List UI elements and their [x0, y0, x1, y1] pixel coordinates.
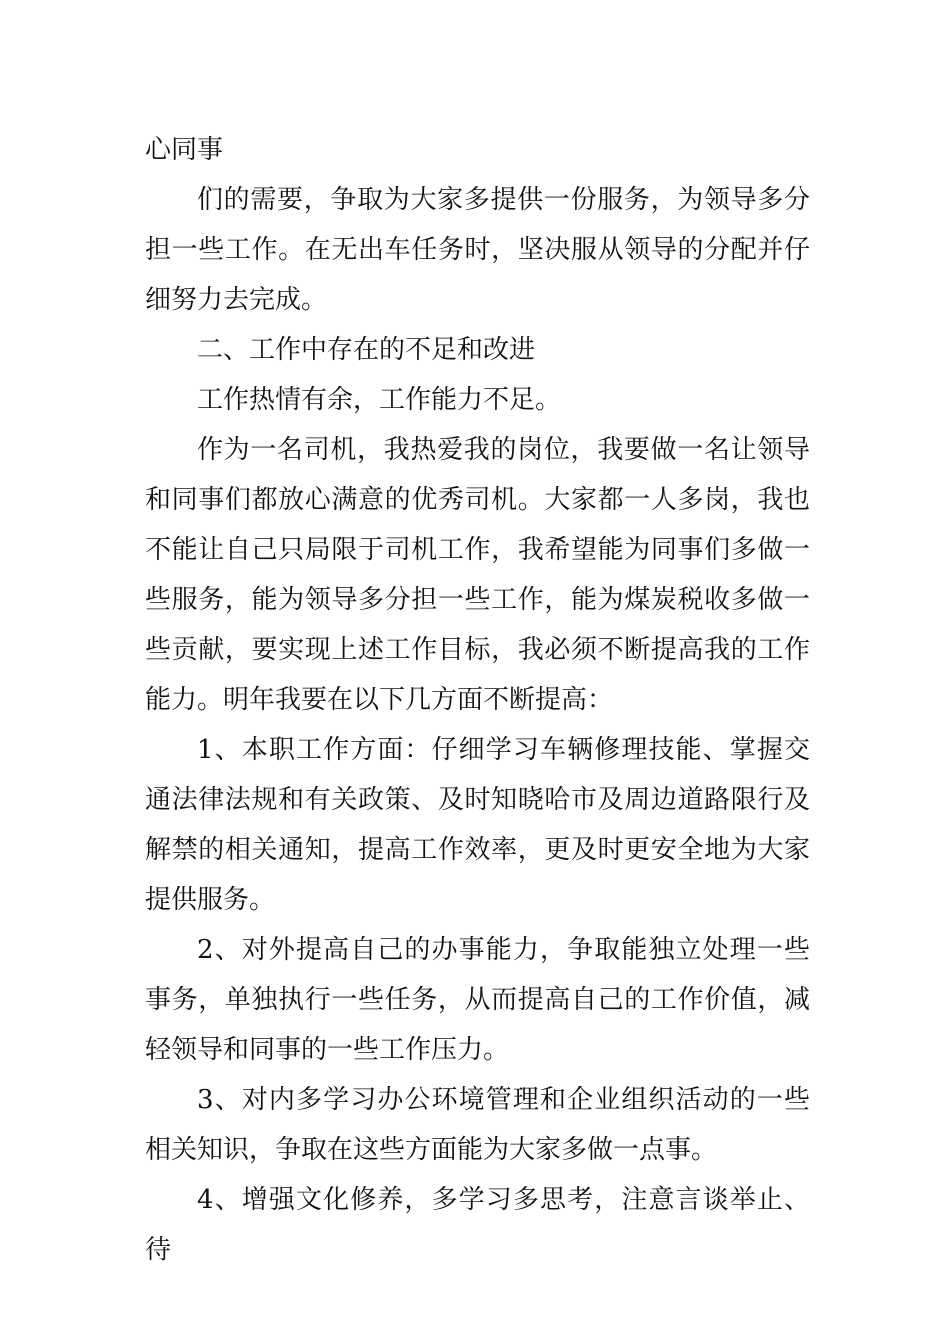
paragraph-driver-role: 作为一名司机，我热爱我的岗位，我要做一名让领导和同事们都放心满意的优秀司机。大家都一人多岗，我也不能让自己只局限于司机工作，我希望能为同事们多做一些服务，能为领导多分担一些工作，能为煤炭税收多做一些贡献，要实现上述工作目标，我必须不断提高我的工作能力。明年我要在以下几方面不断提高：: [145, 435, 810, 715]
paragraph-continuation: 心同事: [145, 135, 224, 165]
list-item-1: 1、本职工作方面：仔细学习车辆修理技能、掌握交通法律法规和有关政策、及时知晓哈市及周边道路限行及解禁的相关通知，提高工作效率，更及时更安全地为大家提供服务。: [145, 735, 810, 915]
document-body: [145, 125, 810, 1275]
list-item-2: 2、对外提高自己的办事能力，争取能独立处理一些事务，单独执行一些任务，从而提高自己的工作价值，减轻领导和同事的一些工作压力。: [145, 935, 810, 1065]
paragraph-service: 们的需要，争取为大家多提供一份服务，为领导多分担一些工作。在无出车任务时，坚决服从领导的分配并仔细努力去完成。: [145, 185, 810, 315]
list-item-3: 3、对内多学习办公环境管理和企业组织活动的一些相关知识，争取在这些方面能为大家多做一点事。: [145, 1085, 810, 1165]
list-item-4: 4、增强文化修养，多学习多思考，注意言谈举止、待: [145, 1185, 810, 1265]
paragraph-summary: 工作热情有余，工作能力不足。: [197, 385, 562, 415]
section-heading-shortcomings: 二、工作中存在的不足和改进: [197, 335, 536, 365]
